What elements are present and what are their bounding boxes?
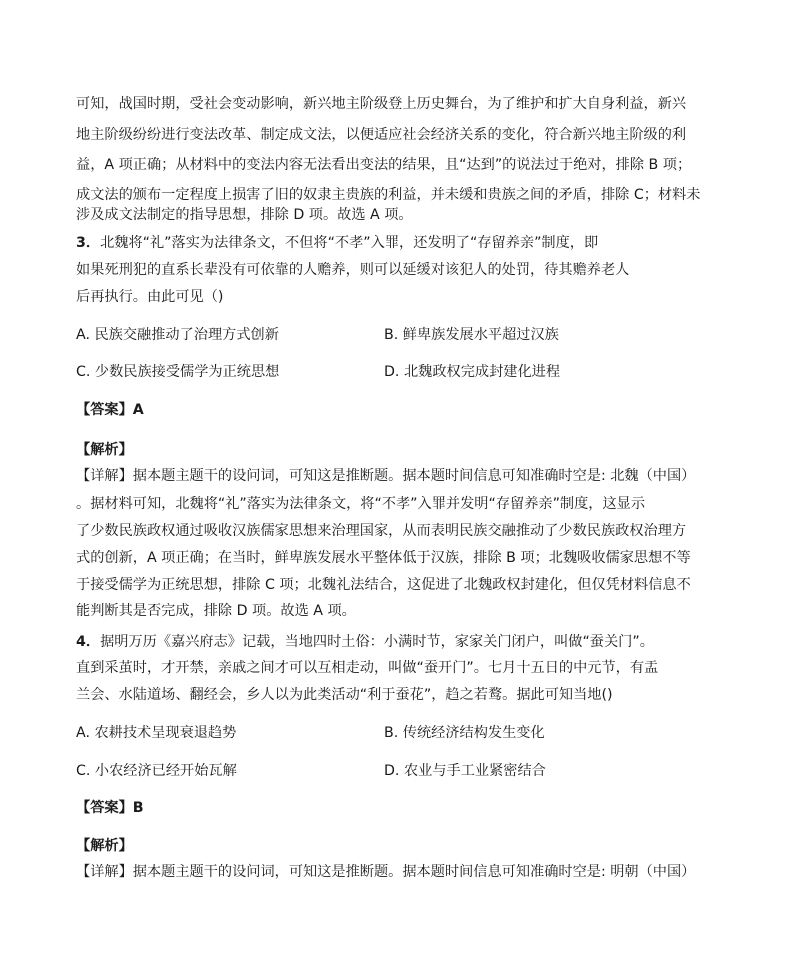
q3-option-a: A. 民族交融推动了治理方式创新: [76, 327, 279, 343]
q3-detail-line-3: 了少数民族政权通过吸收汉族儒家思想来治理国家，从而表明民族交融推动了少数民族政权治理方: [76, 523, 687, 539]
q3-number: 3．: [76, 235, 101, 251]
q3-detail-line-6: 能判断其是否完成，排除 D 项。故选 A 项。: [76, 603, 356, 619]
q4-stem-line-1: [76, 632, 654, 652]
intro-line-2: 地主阶级纷纷进行变法改革、制定成文法，以便适应社会经济关系的变化，符合新兴地主阶级的利: [76, 127, 687, 143]
q4-stem-line-2: 直到采茧时，才开禁，亲戚之间才可以互相走动，叫做“蚕开门”。七月十五日的中元节，有盂: [76, 660, 659, 676]
q4-number: 4．: [76, 634, 101, 650]
q3-stem-line-3: 后再执行。由此可见（): [76, 289, 224, 305]
q3-answer: 【答案】A: [76, 402, 144, 418]
intro-line-3: 益，A 项正确；从材料中的变法内容无法看出变法的结果，且“达到”的说法过于绝对，排除 B 项；: [76, 157, 692, 173]
q4-option-b: B. 传统经济结构发生变化: [384, 725, 545, 741]
q4-stem-line-3: 兰会、水陆道场、翻经会，乡人以为此类活动“利于蚕花”，趋之若鹜。据此可知当地(): [76, 687, 613, 703]
q4-answer: 【答案】B: [76, 800, 144, 816]
q3-option-b: B. 鲜卑族发展水平超过汉族: [384, 327, 559, 343]
intro-line-4: 成文法的颁布一定程度上损害了旧的奴隶主贵族的利益，并未缓和贵族之间的矛盾，排除 C；材料未: [76, 187, 701, 203]
q3-stem-text-1: 北魏将“礼”落实为法律条文，不但将“不孝”入罪，还发明了“存留养亲”制度，即: [100, 235, 599, 251]
intro-line-5: 涉及成文法制定的指导思想，排除 D 项。故选 A 项。: [76, 207, 413, 223]
q3-analysis-heading: 【解析】: [76, 442, 133, 458]
q3-option-d: D. 北魏政权完成封建化进程: [384, 364, 561, 380]
q3-detail-line-4: 式的创新，A 项正确；在当时，鲜卑族发展水平整体低于汉族，排除 B 项；北魏吸收儒家思想不等: [76, 550, 691, 566]
q3-stem-line-1: [76, 233, 598, 253]
q3-option-c: C. 少数民族接受儒学为正统思想: [76, 364, 280, 380]
q4-stem-text-1: 据明万历《嘉兴府志》记载，当地四时土俗：小满时节，家家关门闭户，叫做“蚕关门”。: [100, 634, 654, 650]
q3-detail-line-2: 。据材料可知，北魏将“礼”落实为法律条文，将“不孝”入罪并发明“存留养亲”制度，这显示: [76, 496, 646, 512]
q3-stem-line-2: 如果死刑犯的直系长辈没有可依靠的人赡养，则可以延缓对该犯人的处罚，待其赡养老人: [76, 262, 630, 278]
intro-line-1: 可知，战国时期，受社会变动影响，新兴地主阶级登上历史舞台，为了维护和扩大自身利益，新兴: [76, 96, 687, 112]
q4-option-d: D. 农业与手工业紧密结合: [384, 763, 546, 779]
q4-analysis-heading: 【解析】: [76, 838, 133, 854]
q3-detail-line-1: 【详解】据本题主题干的设问词，可知这是推断题。据本题时间信息可知准确时空是: 北魏（中国）: [76, 468, 696, 484]
q4-option-c: C. 小农经济已经开始瓦解: [76, 763, 237, 779]
q3-detail-line-5: 于接受儒学为正统思想，排除 C 项；北魏礼法结合，这促进了北魏政权封建化，但仅凭材料信息不: [76, 577, 691, 593]
q4-detail-line-1: 【详解】据本题主题干的设问词，可知这是推断题。据本题时间信息可知准确时空是: 明朝（中国）: [76, 864, 696, 880]
q4-option-a: A. 农耕技术呈现衰退趋势: [76, 725, 237, 741]
